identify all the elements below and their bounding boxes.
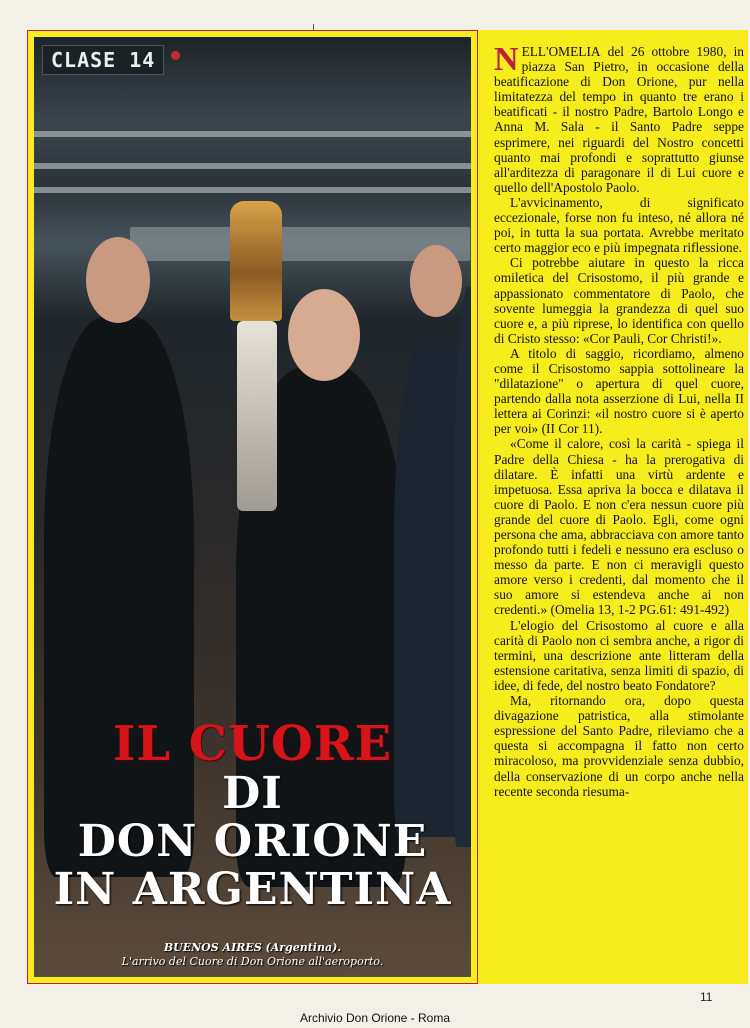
archive-footer: Archivio Don Orione - Roma: [299, 1011, 451, 1025]
airport-photo: [34, 37, 471, 977]
priest-center-head: [288, 289, 360, 381]
ceiling-light: [34, 131, 471, 137]
headline: [34, 716, 471, 915]
article-paragraph: «Come il calore, così la carità - spiega il Padre della Chiesa - ha la prerogativa di dilatare. È infatti una virtù ardente e impetuosa. Essa apriva la bocca e dilatava il cuore di Paolo. E non c'era nessun cuore più grande del cuore di Paolo. Egli, come ogni persona che ama, abbracciava con amore tanto profondo tutti i fedeli e nessuno era escluso o messo da parte. E non ci meravigli questo amore verso i credenti, dal momento che il suo amore si estendeva anche ai non credenti.» (Omelia 13, 1-2 PG.61: 491-492): [494, 436, 744, 618]
photo-caption: [34, 941, 471, 969]
sign-light: [171, 51, 180, 60]
article-paragraph: A titolo di saggio, ricordiamo, almeno come il Crisostomo sappia sottolineare la "dilatazione" o apertura di quel cuore, partendo dalla nota asserzione di Lui, nella II lettera ai Corinzi: «il nostro cuore si è aperto per voi» (II Cor 11).: [494, 345, 744, 437]
headline-line-3: DON ORIONE: [77, 816, 428, 867]
caption-place: BUENOS AIRES (Argentina).: [163, 941, 342, 954]
headline-line-1: IL CUORE: [112, 716, 393, 772]
article-paragraph: Ma, ritornando ora, dopo questa divagazione patristica, alla stimolante espressione del Santo Padre, rileviamo che a questa si accompagna il fatto non certo miracoloso, ma provvidenziale senza dubbio, della conservazione di un corpo anche nella recente seconda riesuma-: [494, 693, 744, 799]
article-body: [494, 41, 744, 799]
reliquary-statue: [237, 321, 277, 511]
ceiling-light: [34, 163, 471, 169]
article-paragraph: Ci potrebbe aiutare in questo la ricca omiletica del Crisostomo, il più grande e appassionato commentatore di Paolo, che sovente lumeggia la grandezza di quel suo cuore e, a più riprese, lo identifica con quello di Cristo stesso: «Cor Pauli, Cor Christi!».: [494, 255, 744, 346]
headline-line-4: IN ARGENTINA: [53, 864, 452, 915]
photo-frame: [27, 30, 478, 984]
young-man-head: [410, 245, 462, 317]
clase-sign: CLASE 14: [42, 45, 164, 75]
reliquary: [230, 201, 282, 321]
article-paragraph: [494, 41, 744, 195]
article-paragraph: L'avvicinamento, di significato eccezionale, forse non fu inteso, né allora né poi, in tutta la sua portata. Avrebbe meritato certo maggior eco e più impegnata riflessione.: [494, 194, 744, 256]
article-paragraph: L'elogio del Crisostomo al cuore e alla carità di Paolo non ci sembra anche, a rigor di termini, una descrizione ante litteram della estensione caritativa, senza limiti di spazio, di idee, di fede, del nostro beato Fondatore?: [494, 617, 744, 693]
lead-word: ELL'OMELIA: [521, 44, 601, 59]
paragraph-text: del 26 ottobre 1980, in piazza San Pietro, in occasione della beatificazione di Don Orione, pur nella limitatezza del tempo in quanto tre erano i beatificati - il nostro Padre, Bartolo Longo e Anna M. Sala - il Santo Padre seppe esprimere, nei riguardi del Nostro concetti quanto mai profondi e soprattutto giunse all'arditezza di paragonare il di Lui cuore e quello dell'Apostolo Paolo.: [494, 44, 744, 195]
drop-cap: N: [494, 41, 519, 78]
ceiling-light: [34, 187, 471, 193]
page-number: 11: [700, 990, 713, 1004]
caption-text: L'arrivo del Cuore di Don Orione all'aeroporto.: [121, 955, 384, 968]
priest-left-head: [86, 237, 150, 323]
headline-line-2: DI: [222, 768, 283, 819]
